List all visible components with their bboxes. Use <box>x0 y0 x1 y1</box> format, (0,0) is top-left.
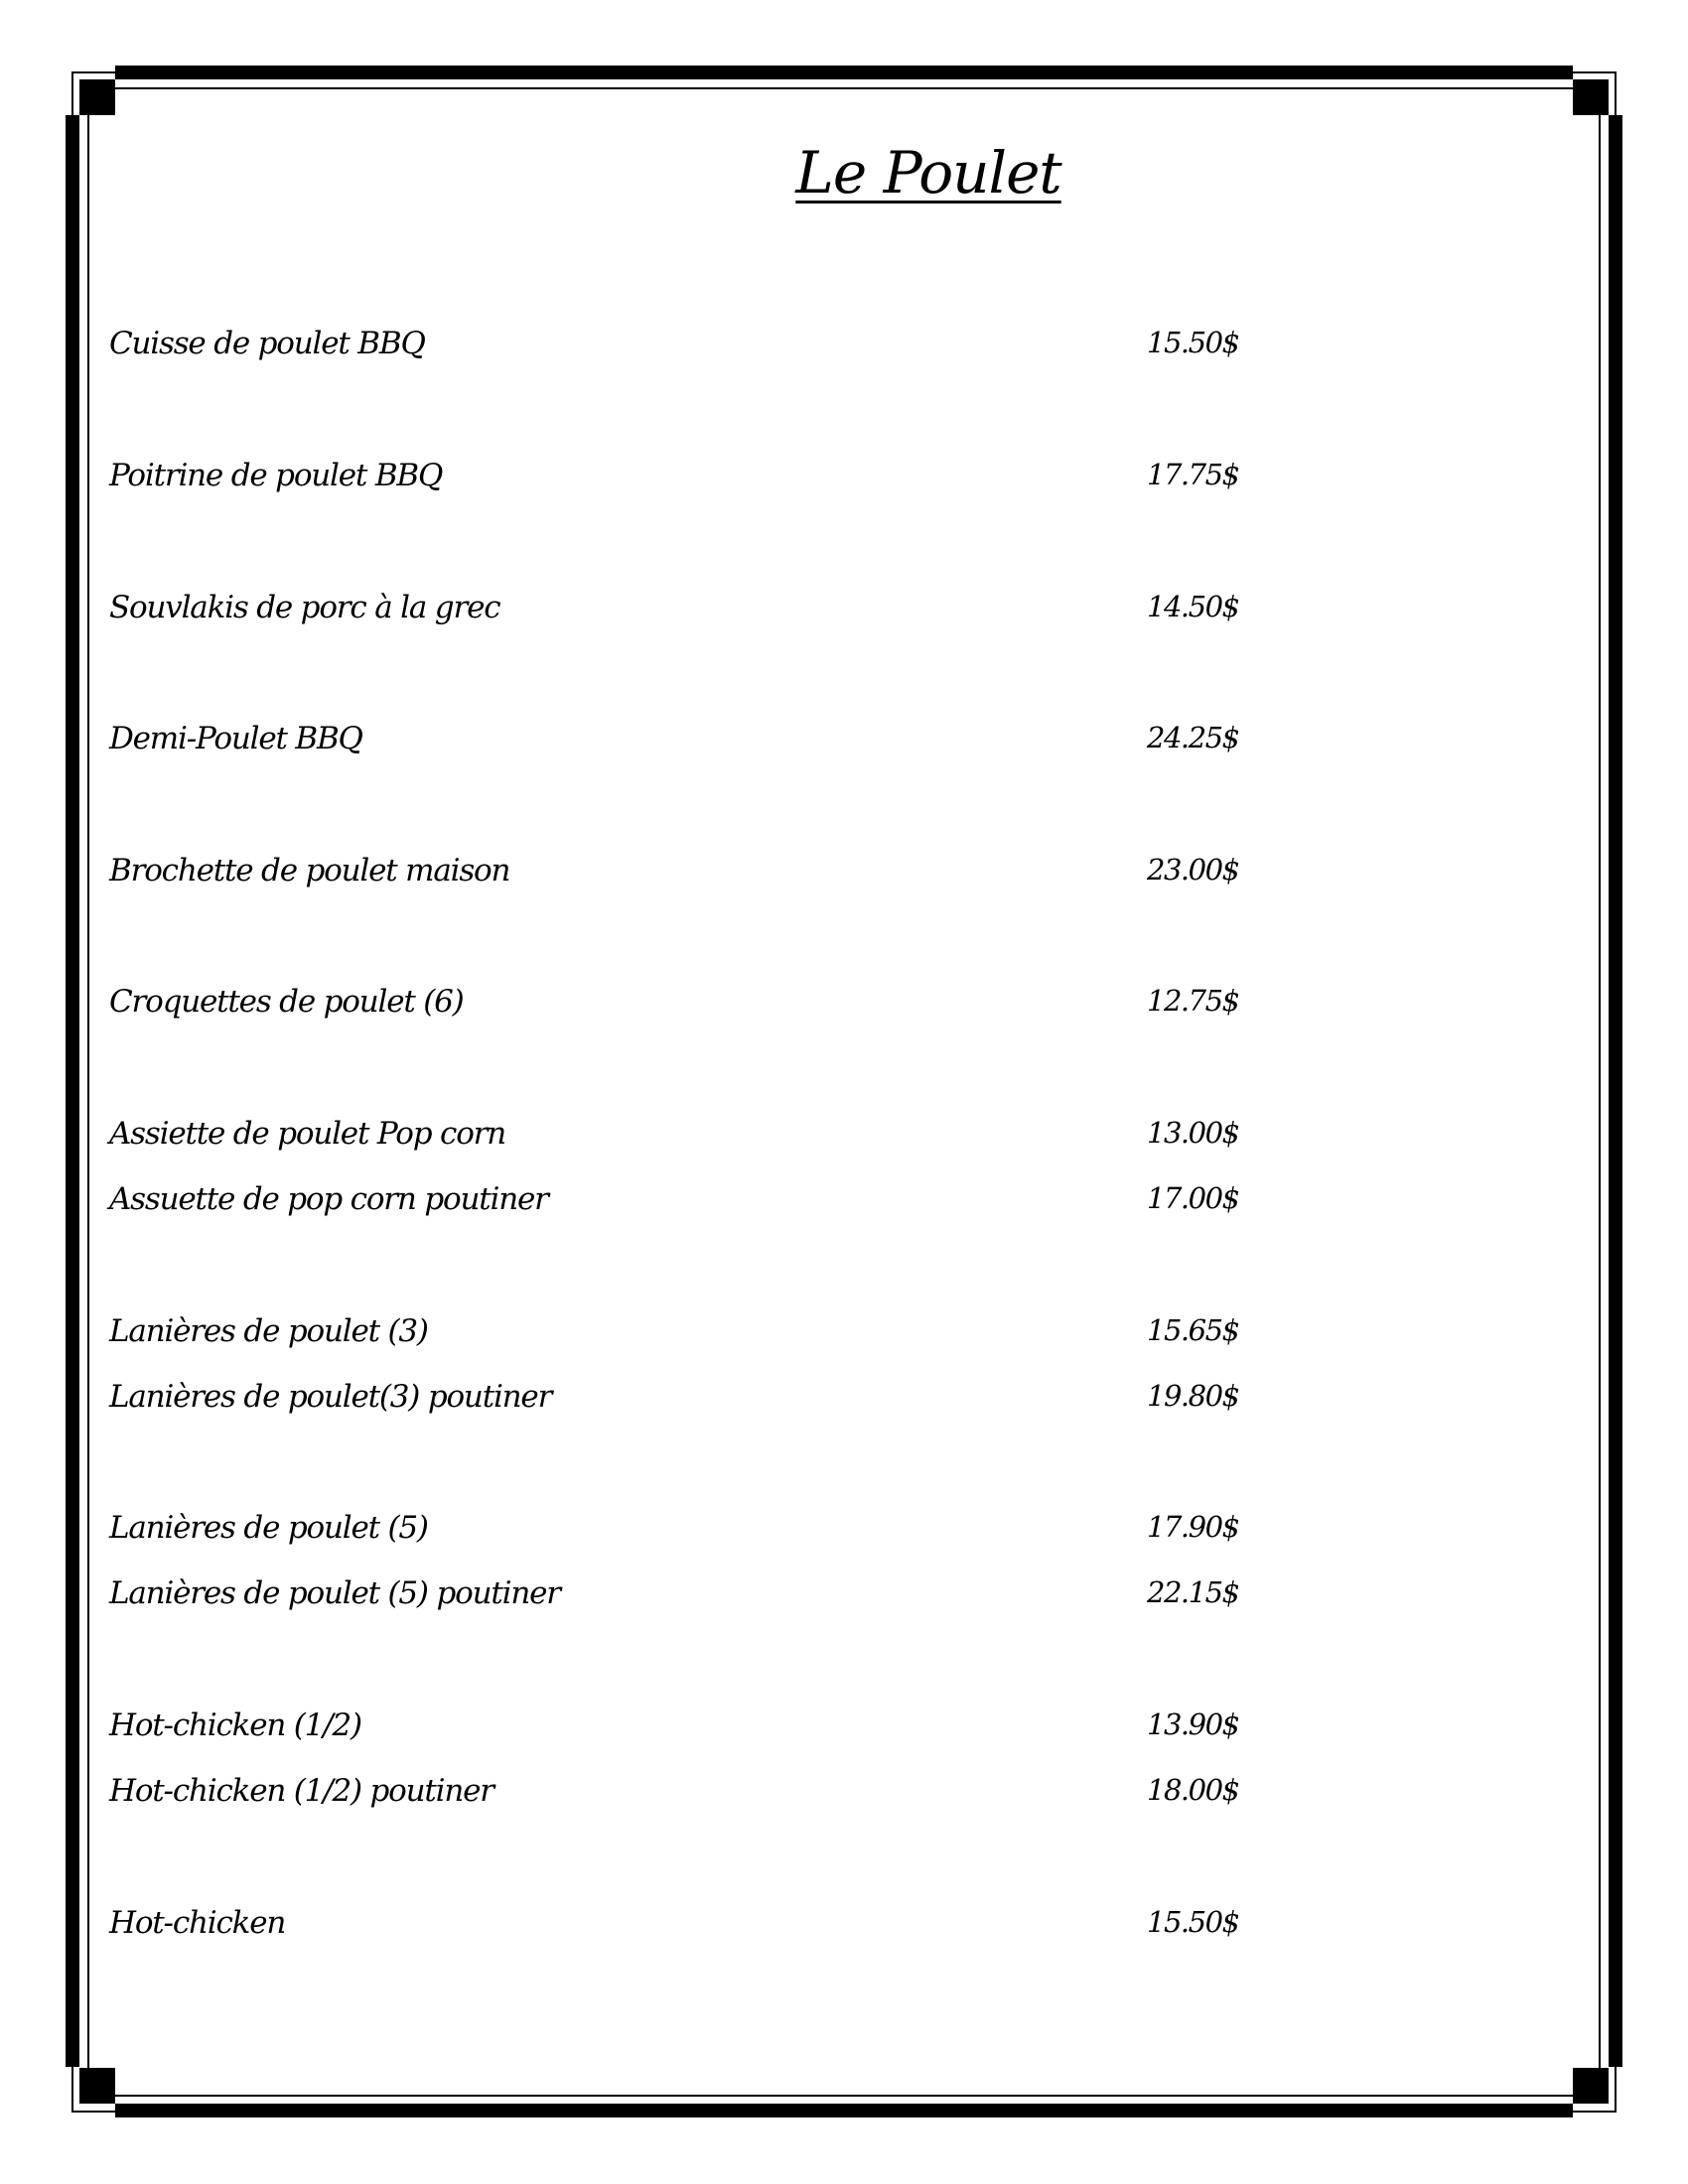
menu-item <box>0 1181 1688 1231</box>
menu-item-name: Assiette de poulet Pop corn <box>109 1116 506 1152</box>
page-title: Le Poulet <box>795 139 1061 206</box>
menu-item-price: 17.75$ <box>1147 458 1239 491</box>
menu-item-price: 18.00$ <box>1147 1773 1239 1807</box>
menu-item-name: Lanières de poulet (3) <box>109 1313 428 1349</box>
menu-item <box>0 1773 1688 1823</box>
menu-item-price: 15.50$ <box>1147 1905 1239 1939</box>
menu-item <box>0 458 1688 507</box>
menu-item <box>0 1707 1688 1757</box>
menu-item <box>0 721 1688 770</box>
menu-item-price: 22.15$ <box>1147 1575 1239 1609</box>
menu-item <box>0 1379 1688 1429</box>
menu-item-price: 17.00$ <box>1147 1181 1239 1215</box>
menu-item-price: 13.90$ <box>1147 1707 1239 1741</box>
menu-item-price: 24.25$ <box>1147 721 1239 754</box>
menu-item-price: 12.75$ <box>1147 984 1239 1018</box>
menu-item-name: Souvlakis de porc à la grec <box>109 590 500 625</box>
menu-item-price: 14.50$ <box>1147 590 1239 623</box>
menu-item-price: 23.00$ <box>1147 853 1239 887</box>
menu-item-name: Poitrine de poulet BBQ <box>109 458 443 493</box>
menu-item-price: 13.00$ <box>1147 1116 1239 1150</box>
menu-item <box>0 326 1688 375</box>
menu-item <box>0 1575 1688 1625</box>
menu-item-name: Lanières de poulet (5) poutiner <box>109 1575 560 1611</box>
menu-item-name: Demi-Poulet BBQ <box>109 721 362 756</box>
menu-item-name: Hot-chicken (1/2) <box>109 1707 361 1743</box>
menu-item-price: 15.50$ <box>1147 326 1239 359</box>
menu-item-name: Lanières de poulet (5) <box>109 1510 428 1546</box>
menu-item-name: Hot-chicken <box>109 1905 286 1941</box>
menu-item <box>0 1905 1688 1955</box>
menu-item-price: 15.65$ <box>1147 1313 1239 1347</box>
menu-item-price: 19.80$ <box>1147 1379 1239 1413</box>
menu-item-name: Brochette de poulet maison <box>109 853 510 888</box>
menu-item <box>0 853 1688 902</box>
menu-item-name: Croquettes de poulet (6) <box>109 984 464 1020</box>
menu-item <box>0 1510 1688 1560</box>
menu-item <box>0 1116 1688 1165</box>
menu-item-name: Hot-chicken (1/2) poutiner <box>109 1773 493 1809</box>
menu-item-name: Lanières de poulet(3) poutiner <box>109 1379 552 1415</box>
menu-item-name: Assuette de pop corn poutiner <box>109 1181 548 1217</box>
menu-item <box>0 984 1688 1033</box>
menu-item-name: Cuisse de poulet BBQ <box>109 326 425 361</box>
menu-item <box>0 1313 1688 1363</box>
menu-item-price: 17.90$ <box>1147 1510 1239 1544</box>
menu-item <box>0 590 1688 639</box>
